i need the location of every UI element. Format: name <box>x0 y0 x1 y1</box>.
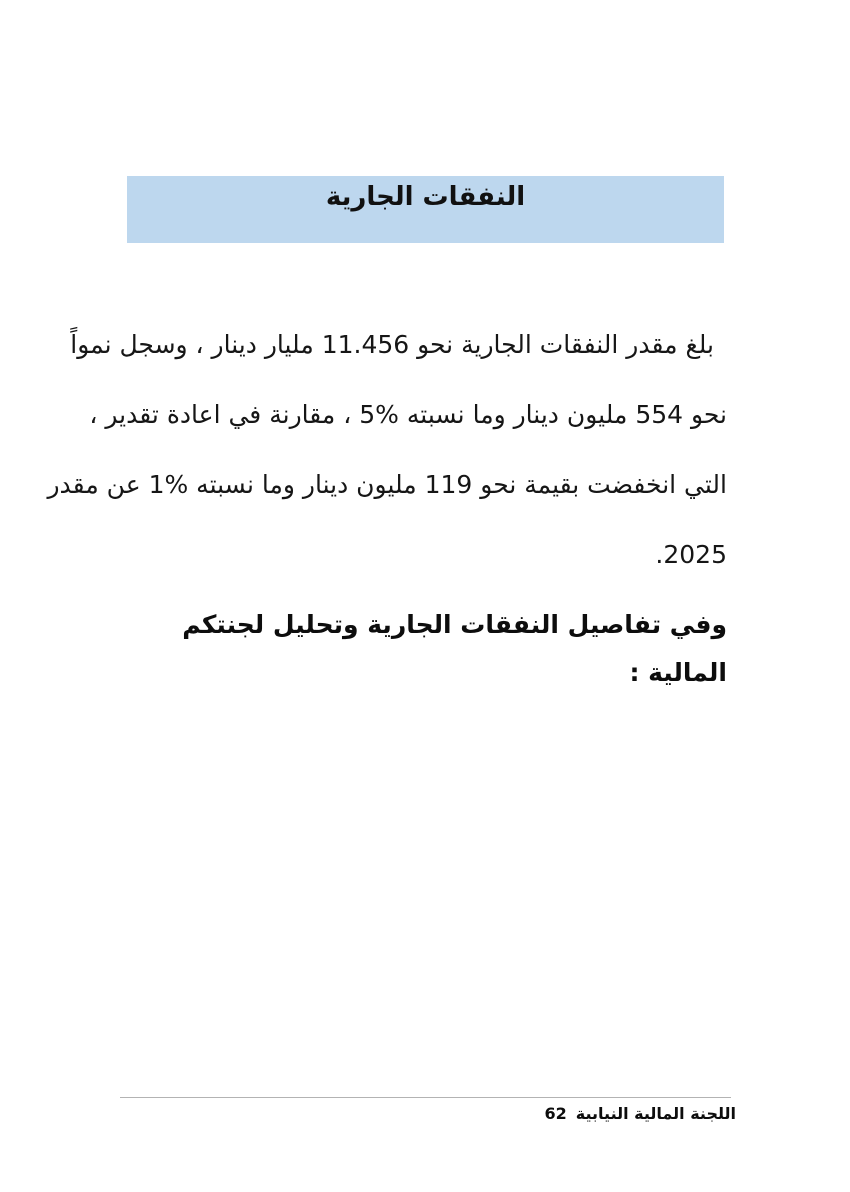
page-title: النفقات الجارية <box>325 182 526 212</box>
body-paragraph <box>47 310 727 590</box>
page-number: 62 <box>544 1104 567 1123</box>
paragraph-line: 2025. <box>655 540 727 569</box>
title-banner <box>127 176 724 243</box>
footer-rule <box>120 1097 731 1098</box>
paragraph-line: التي انخفضت بقيمة نحو 119 مليون دينار وما نسبته %1 عن مقدر <box>47 470 727 499</box>
committee-name: اللجنة المالية النيابية <box>575 1104 736 1123</box>
paragraph-line: نحو 554 مليون دينار وما نسبته %5 ، مقارنة في اعادة تقدير ، <box>89 400 727 429</box>
paragraph-line: بلغ مقدر النفقات الجارية نحو 11.456 مليار دينار ، وسجل نمواً <box>70 330 714 359</box>
page-footer <box>545 1101 736 1127</box>
subheading: وفي تفاصيل النفقات الجارية وتحليل لجنتكم المالية : <box>182 610 727 687</box>
